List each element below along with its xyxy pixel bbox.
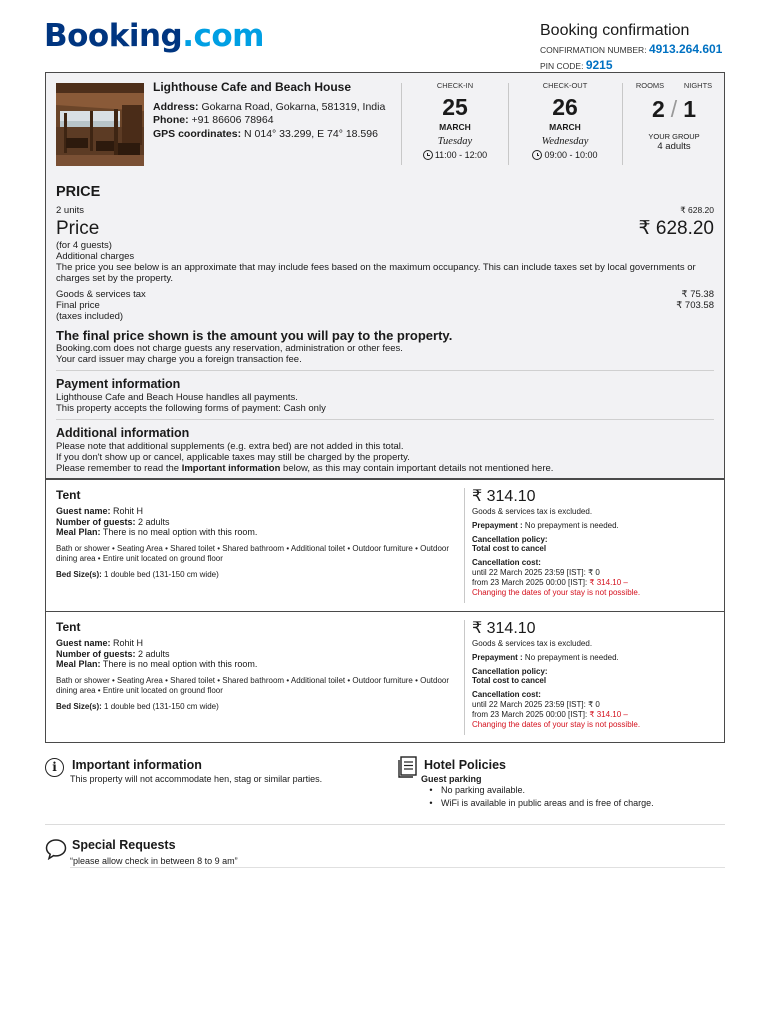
- info-icon: i: [45, 758, 64, 777]
- payment-heading: Payment information: [56, 377, 181, 391]
- policy-list: [421, 784, 654, 810]
- price-heading: PRICE: [56, 184, 101, 200]
- room-type: Tent: [56, 488, 81, 502]
- confirmation-number: 4913.264.601: [648, 42, 723, 56]
- room-price: ₹ 314.10: [472, 620, 536, 637]
- final-price: ₹ 703.58: [676, 300, 714, 311]
- price-section: PRICE 2 units ₹ 628.20 Price ₹ 628.20 (for 4 guests) Additional charges The price you see below is an approximate that may include fees based on the maximum occupancy. This can include taxes set by local governments or charges set by the property. Goods & services tax ₹ 75.38 Final price ₹ 703.58 (taxes included) The final price shown is the amount you will pay to the property. Booking.com does not charge guests any reservation, administration or other fees. Your card issuer may charge you a foreign transaction fee. Payment information Lighthouse Cafe and Beach House handles all payments. This property accepts the following forms of payment: Cash only Additional information Please note that additional supplements (e.g. extra bed) are not added in this total. If you don't show up or cancel, applicable taxes may still be charged by the property. Please remember to read the Important information below, as this may contain important details not mentioned here.: [56, 184, 714, 474]
- booking-summary-box: [45, 72, 725, 479]
- pin-code: 9215: [585, 58, 613, 72]
- hotel-gps: GPS coordinates: N 014° 33.299, E 74° 18.596: [153, 127, 378, 140]
- checkout-day: 26: [552, 94, 578, 120]
- room-type: Tent: [56, 620, 81, 634]
- pin-code-row: PIN CODE: 9215: [540, 58, 613, 72]
- checkin-panel: CHECK-IN 25 MARCH Tuesday 11:00 - 12:00: [402, 81, 508, 160]
- list-item: • WiFi is available in public areas and is free of charge.: [421, 797, 654, 810]
- checkin-day: 25: [442, 94, 468, 120]
- group-size: 4 adults: [657, 141, 691, 152]
- price-note: The price you see below is an approximate that may include fees based on the maximum occupancy. This can include taxes set by local governments or charges set by the property.: [56, 262, 696, 284]
- hotel-photo: [56, 83, 144, 166]
- hotel-info: [153, 81, 385, 141]
- checkout-time: 09:00 - 10:00: [544, 150, 598, 160]
- hotel-address: Address: Gokarna Road, Gokarna, 581319, India: [153, 100, 386, 113]
- confirmation-number-row: CONFIRMATION NUMBER: 4913.264.601: [540, 42, 723, 56]
- room-facilities: Bath or shower • Seating Area • Shared toilet • Shared bathroom • Additional toilet • Outdoor furniture • Outdoor dining area • Entire unit located on ground floor: [56, 543, 450, 563]
- clock-icon: [423, 150, 433, 160]
- divider: [508, 83, 509, 165]
- hotel-name: Lighthouse Cafe and Beach House: [153, 80, 352, 94]
- room-price: ₹ 314.10: [472, 488, 536, 505]
- nights-count: 1: [683, 96, 696, 122]
- confirmation-title: Booking confirmation: [540, 22, 690, 39]
- booking-logo: Booking.com: [44, 18, 264, 54]
- speech-bubble-icon: [45, 838, 67, 860]
- divider: [45, 824, 725, 825]
- final-price-heading: The final price shown is the amount you will pay to the property.: [56, 328, 453, 343]
- document-icon: [398, 756, 418, 778]
- room-card: Tent Guest name: Rohit H Number of guests: 2 adults Meal Plan: There is no meal option with this room. Bath or shower • Seating Area • Shared toilet • Shared bathroom • Additional toilet • Outdoor furniture • Outdoor dining area • Entire unit located on ground floor Bed Size(s): 1 double bed (131-150 cm wide) ₹ 314.10 Goods & services tax is excluded. Prepayment : No prepayment is needed. Cancellation policy: Total cost to cancel Cancellation cost: until 22 March 2025 23:59 [IST]: ₹ 0 from 23 March 2025 00:00 [IST]: ₹ 314.10 – Changing the dates of your stay is not possible.: [46, 480, 724, 611]
- room-card: Tent Guest name: Rohit H Number of guests: 2 adults Meal Plan: There is no meal option with this room. Bath or shower • Seating Area • Shared toilet • Shared bathroom • Additional toilet • Outdoor furniture • Outdoor dining area • Entire unit located on ground floor Bed Size(s): 1 double bed (131-150 cm wide) ₹ 314.10 Goods & services tax is excluded. Prepayment : No prepayment is needed. Cancellation policy: Total cost to cancel Cancellation cost: until 22 March 2025 23:59 [IST]: ₹ 0 from 23 March 2025 00:00 [IST]: ₹ 314.10 – Changing the dates of your stay is not possible.: [46, 611, 724, 742]
- additional-info-heading: Additional information: [56, 426, 190, 440]
- list-item: • No parking available.: [421, 784, 654, 797]
- room-facilities: Bath or shower • Seating Area • Shared toilet • Shared bathroom • Additional toilet • Outdoor furniture • Outdoor dining area • Entire unit located on ground floor: [56, 675, 450, 695]
- total-price: ₹ 628.20: [638, 218, 714, 239]
- divider: [622, 83, 623, 165]
- checkout-panel: CHECK-OUT 26 MARCH Wednesday 09:00 - 10:00: [512, 81, 618, 160]
- rooms-box: [45, 479, 725, 743]
- hotel-phone: Phone: +91 86606 78964: [153, 114, 274, 126]
- clock-icon: [532, 150, 542, 160]
- confirmation-header: [540, 22, 722, 72]
- price-label: Price: [56, 218, 100, 239]
- rooms-count: 2: [652, 96, 665, 122]
- checkin-time: 11:00 - 12:00: [434, 150, 488, 160]
- important-info-link[interactable]: Important information: [181, 463, 281, 474]
- rooms-nights-panel: ROOMS NIGHTS 2 / 1 YOUR GROUP 4 adults: [626, 81, 722, 152]
